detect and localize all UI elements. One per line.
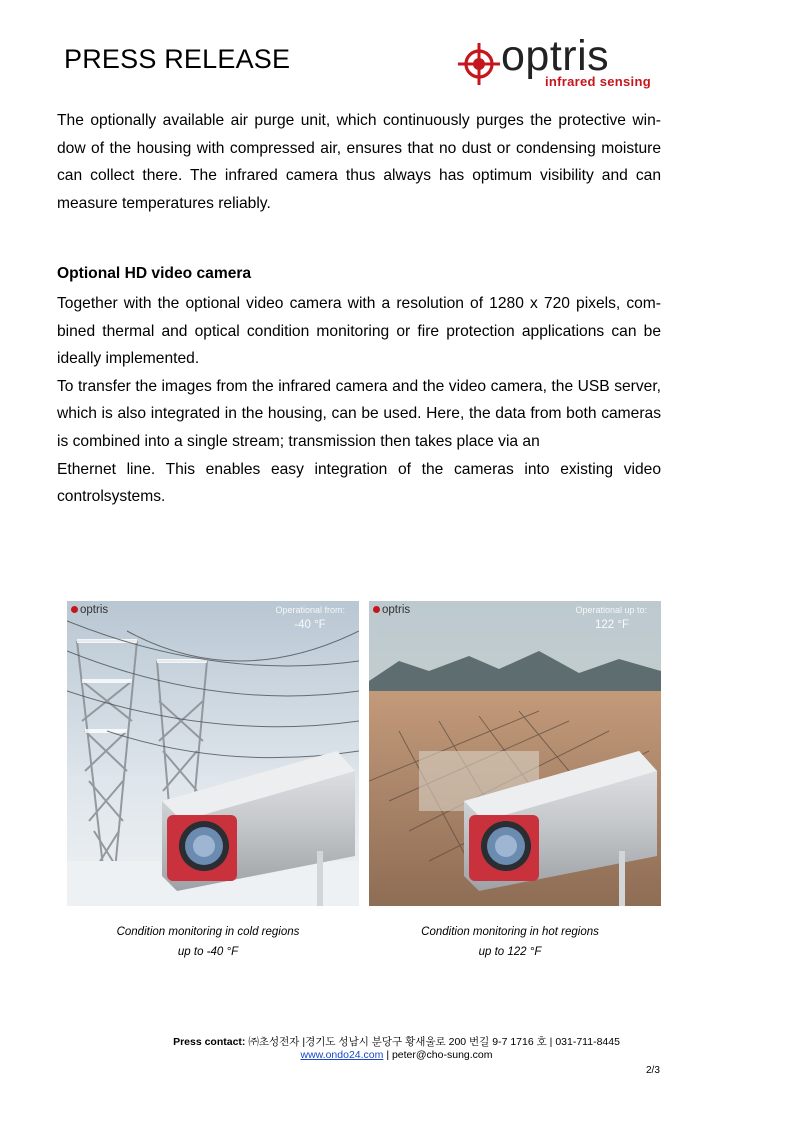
crosshair-logo-icon <box>373 606 380 613</box>
text-line: The optionally available air purge unit, which continuously purges the protective win- <box>57 112 661 129</box>
page-title: PRESS RELEASE <box>64 44 291 74</box>
operational-label: Operational from: <box>275 605 345 615</box>
text-line: controlsystems. <box>57 488 166 506</box>
hot-region-photo <box>369 601 661 906</box>
text-line: ideally implemented. <box>57 350 200 368</box>
intro-paragraph <box>57 107 661 217</box>
text-line: can collect there. The infrared camera thus always has optimum visibility and can <box>57 167 661 185</box>
text-line: which is also integrated in the housing, can be used. Here, the data from both cameras <box>57 405 661 423</box>
photo-logo-text: optris <box>382 604 411 616</box>
photo-logo-text: optris <box>80 604 109 616</box>
operational-temperature: -40 °F <box>294 619 326 631</box>
caption-line: up to 122 °F <box>478 946 542 958</box>
text-line: is combined into a single stream; transmission then takes place via an <box>57 432 540 450</box>
section-heading: Optional HD video camera <box>57 265 252 282</box>
caption-line: Condition monitoring in cold regions <box>116 926 300 938</box>
operational-temperature: 122 °F <box>594 619 629 631</box>
optris-logo <box>457 32 667 92</box>
video-camera-paragraph <box>57 290 661 511</box>
hot-photo-caption <box>360 922 660 962</box>
text-line: bined thermal and optical condition monitoring or fire protection applications can be <box>57 322 661 340</box>
text-line: To transfer the images from the infrared camera and the video camera, the USB server, <box>57 377 661 395</box>
text-line: Ethernet line. This enables easy integration of the cameras into existing video <box>57 460 661 478</box>
cold-region-photo <box>67 601 359 906</box>
logo-wordmark: optris <box>501 32 610 80</box>
website-link[interactable]: www.ondo24.com <box>300 1049 384 1061</box>
page-number: 2/3 <box>646 1065 660 1076</box>
crosshair-logo-icon <box>457 42 501 86</box>
cold-photo-caption <box>58 922 358 962</box>
press-contact-footer <box>0 1036 793 1062</box>
footer-email: | peter@cho-sung.com <box>386 1049 493 1061</box>
footer-company: ㈜초성전자 |경기도 성남시 분당구 황새울로 200 번길 9-7 1716 호 | 031-711-8445 <box>248 1036 620 1048</box>
photo-logo <box>373 604 410 616</box>
caption-line: up to -40 °F <box>177 946 239 958</box>
logo-tagline: infrared sensing <box>545 74 651 89</box>
operational-label: Operational up to: <box>575 605 647 615</box>
footer-label: Press contact: <box>173 1036 246 1048</box>
text-line: measure temperatures reliably. <box>57 194 271 212</box>
text-line: Together with the optional video camera with a resolution of 1280 x 720 pixels, com- <box>57 295 661 312</box>
text-line: dow of the housing with compressed air, ensures that no dust or condensing moisture <box>57 139 661 157</box>
photo-logo <box>71 604 108 616</box>
caption-line: Condition monitoring in hot regions <box>421 926 599 938</box>
crosshair-logo-icon <box>71 606 78 613</box>
